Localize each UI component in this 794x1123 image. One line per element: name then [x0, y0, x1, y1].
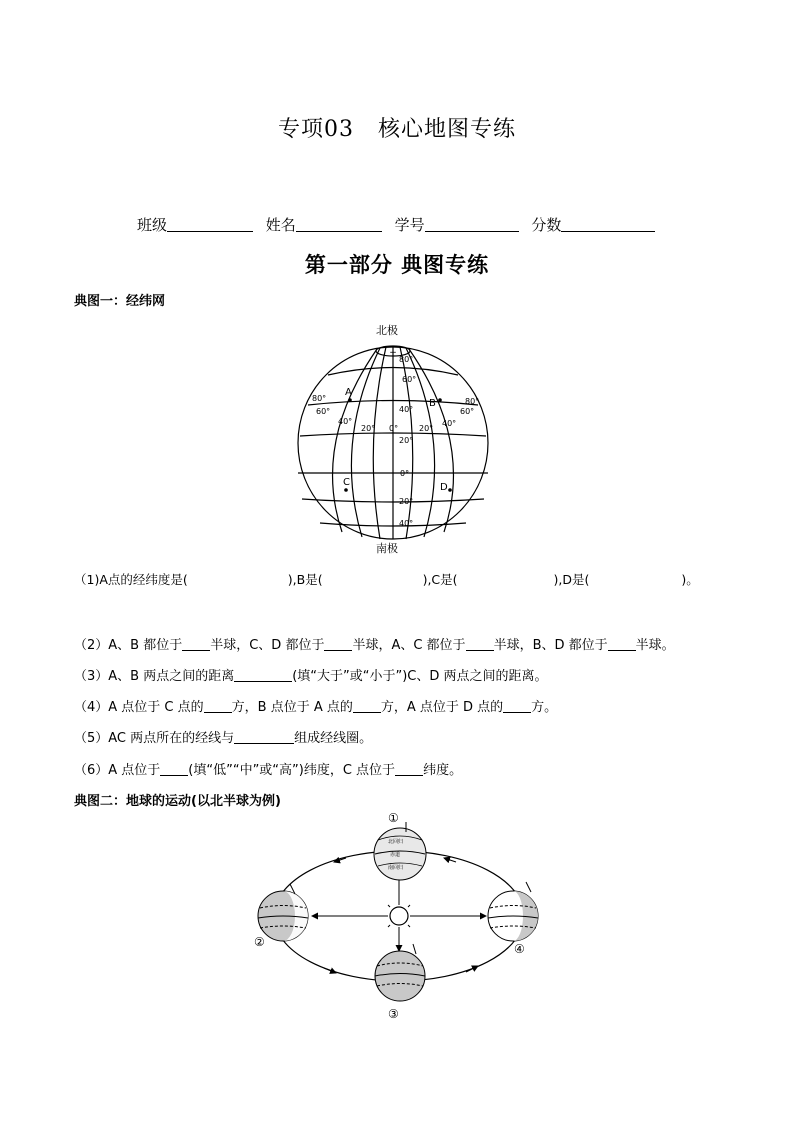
q2-blank-2[interactable] — [324, 638, 352, 651]
position-3-label: ③ — [388, 1007, 399, 1021]
q5-blank[interactable] — [234, 731, 294, 744]
svg-text:北回归: 北回归 — [388, 839, 404, 845]
point-b-label: B — [429, 398, 436, 409]
student-info — [137, 214, 663, 235]
q4-blank-1[interactable] — [204, 700, 232, 713]
point-c-label: C — [343, 477, 350, 488]
earth-position-4 — [488, 882, 538, 941]
position-1-label: ① — [388, 811, 399, 825]
section1-heading: 典图一：经纬网 — [74, 294, 166, 309]
q4-blank-3[interactable] — [503, 700, 531, 713]
earth-position-2 — [258, 884, 308, 941]
question-3: （3）A、B 两点之间的距离 (填“大于”或“小于”)C、D 两点之间的距离。 — [74, 669, 548, 684]
svg-text:南回归: 南回归 — [388, 865, 404, 871]
lat-label-s40: 40° — [399, 519, 414, 528]
lat-label-0: 0° — [400, 469, 410, 478]
orbit-arrow-3 — [324, 968, 336, 973]
name-blank[interactable] — [296, 217, 382, 232]
lon-label-e40: 40° — [442, 419, 457, 428]
lat-label-60: 60° — [402, 375, 417, 384]
q6-blank-2[interactable] — [395, 763, 423, 776]
id-blank[interactable] — [425, 217, 519, 232]
q4-blank-2[interactable] — [353, 700, 381, 713]
lon-label-w80: 80° — [312, 394, 327, 403]
question-4: （4）A 点位于 C 点的 方，B 点位于 A 点的 方，A 点位于 D 点的 方。 — [74, 700, 558, 715]
point-a-marker — [348, 398, 352, 402]
lon-label-e60: 60° — [460, 407, 475, 416]
class-blank[interactable] — [167, 217, 253, 232]
lon-label-w60: 60° — [316, 407, 331, 416]
question-1: （1)A点的经纬度是( ),B是( ),C是( ),D是( )。 — [74, 572, 699, 587]
orbit-arrow-2 — [444, 858, 456, 862]
question-6: （6）A 点位于 (填“低”“中”或“高”)纬度，C 点位于 纬度。 — [74, 763, 463, 778]
point-b-marker — [438, 398, 442, 402]
part-title: 第一部分 典图专练 — [304, 253, 490, 277]
earth-revolution-figure — [248, 808, 548, 1023]
point-d-label: D — [440, 482, 448, 493]
point-c-marker — [344, 488, 348, 492]
meridian-w20 — [373, 347, 386, 539]
lon-label-w40: 40° — [338, 417, 353, 426]
earth-position-1 — [374, 822, 426, 880]
lon-label-e80: 80° — [465, 397, 480, 406]
id-label: 学号 — [394, 216, 425, 234]
q6-blank-1[interactable] — [160, 763, 188, 776]
earth-position-3 — [375, 944, 425, 1001]
q2-blank-3[interactable] — [466, 638, 494, 651]
graticule-globe-figure — [290, 318, 502, 560]
title-main: 专项03 — [277, 117, 354, 142]
point-a-label: A — [345, 387, 352, 398]
lon-label-e20: 20° — [419, 424, 434, 433]
class-label: 班级 — [137, 216, 168, 234]
section2-heading: 典图二：地球的运动(以北半球为例) — [74, 794, 281, 809]
q2-blank-1[interactable] — [182, 638, 210, 651]
svg-text:赤道: 赤道 — [390, 852, 401, 858]
position-4-label: ④ — [514, 942, 525, 956]
name-label: 姓名 — [265, 216, 296, 234]
south-pole-label: 南极 — [376, 542, 398, 555]
lat-label-20: 20° — [399, 436, 414, 445]
north-pole-label: 北极 — [376, 324, 398, 337]
page-title — [0, 112, 794, 143]
lon-label-w20: 20° — [361, 424, 376, 433]
title-sub: 核心地图专练 — [377, 117, 516, 142]
score-blank[interactable] — [561, 217, 655, 232]
position-2-label: ② — [254, 935, 265, 949]
point-d-marker — [448, 488, 452, 492]
lat-label-40: 40° — [399, 405, 414, 414]
lon-label-0: 0° — [389, 424, 399, 433]
question-5: （5）AC 两点所在的经线与 组成经线圈。 — [74, 731, 373, 746]
lat-label-80: 80° — [399, 355, 414, 364]
score-label: 分数 — [531, 216, 562, 234]
orbit-arrow-4 — [466, 966, 478, 972]
q2-blank-4[interactable] — [608, 638, 636, 651]
q3-blank[interactable] — [234, 669, 292, 682]
question-2: （2）A、B 都位于 半球，C、D 都位于 半球，A、C 都位于 半球，B、D 都位于 半球。 — [74, 638, 675, 653]
svg-text:+: + — [389, 348, 397, 358]
lat-label-s20: 20° — [399, 497, 414, 506]
